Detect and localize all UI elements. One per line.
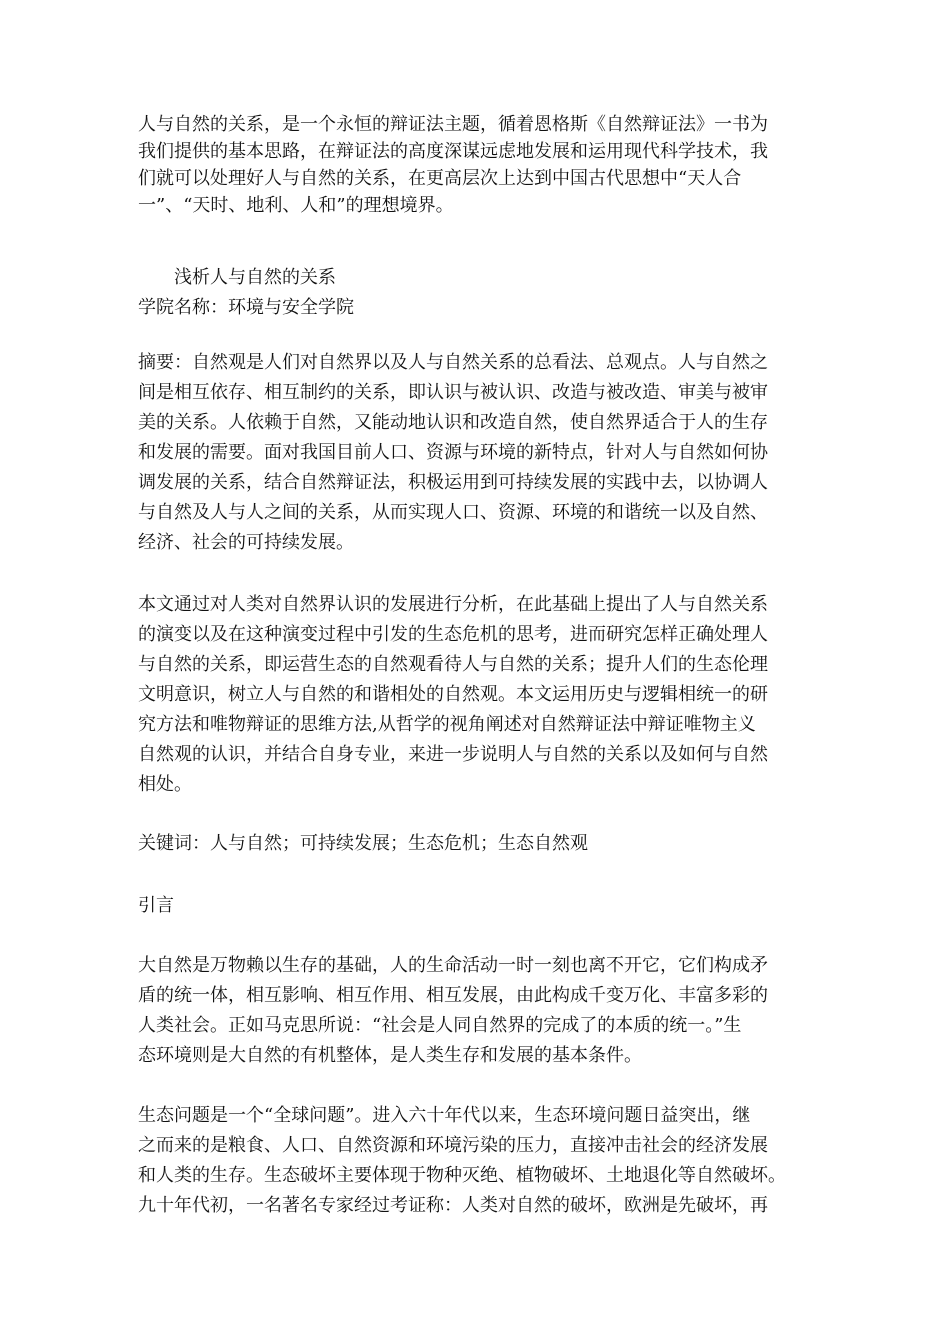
text-line: 生态问题是一个“全球问题”。进入六十年代以来，生态环境问题日益突出，继 [138,1105,751,1126]
text-line: 和人类的生存。生态破坏主要体现于物种灭绝、植物破坏、土地退化等自然破坏。 [138,1165,786,1186]
body-paragraph-1 [138,951,818,1071]
text-line: 们就可以处理好人与自然的关系，在更高层次上达到中国古代思想中“天人合 [138,168,742,189]
text-line: 一”、“天时、地利、人和”的理想境界。 [138,195,454,216]
article-title: 浅析人与自然的关系 [174,267,336,288]
text-line: 自然观的认识，并结合自身专业，来进一步说明人与自然的关系以及如何与自然 [138,744,768,765]
text-line: 态环境则是大自然的有机整体，是人类生存和发展的基本条件。 [138,1045,642,1066]
text-line: 经济、社会的可持续发展。 [138,532,354,553]
text-line: 摘要：自然观是人们对自然界以及人与自然关系的总看法、总观点。人与自然之 [138,352,768,373]
text-line: 间是相互依存、相互制约的关系，即认识与被认识、改造与被改造、审美与被审 [138,382,768,403]
text-line: 人类社会。正如马克思所说：“社会是人同自然界的完成了的本质的统一。”生 [138,1015,742,1036]
text-line: 究方法和唯物辩证的思维方法,从哲学的视角阐述对自然辩证法中辩证唯物主义 [138,714,756,735]
text-line: 的演变以及在这种演变过程中引发的生态危机的思考，进而研究怎样正确处理人 [138,624,768,645]
body-paragraph-2 [138,1101,818,1221]
college-name: 学院名称：环境与安全学院 [138,297,354,318]
text-line: 之而来的是粮食、人口、自然资源和环境污染的压力，直接冲击社会的经济发展 [138,1135,768,1156]
summary-paragraph [138,590,818,800]
text-line: 文明意识，树立人与自然的和谐相处的自然观。本文运用历史与逻辑相统一的研 [138,684,768,705]
text-line: 相处。 [138,774,192,795]
text-line: 我们提供的基本思路，在辩证法的高度深谋远虑地发展和运用现代科学技术，我 [138,141,768,162]
text-line: 与自然及人与人之间的关系，从而实现人口、资源、环境的和谐统一以及自然、 [138,502,768,523]
text-line: 和发展的需要。面对我国目前人口、资源与环境的新特点，针对人与自然如何协 [138,442,768,463]
text-line: 人与自然的关系，是一个永恒的辩证法主题，循着恩格斯《自然辩证法》一书为 [138,114,768,135]
text-line: 美的关系。人依赖于自然，又能动地认识和改造自然，使自然界适合于人的生存 [138,412,768,433]
text-line: 大自然是万物赖以生存的基础，人的生命活动一时一刻也离不开它，它们构成矛 [138,955,768,976]
text-line: 与自然的关系，即运营生态的自然观看待人与自然的关系；提升人们的生态伦理 [138,654,768,675]
abstract-paragraph [138,348,818,558]
intro-heading: 引言 [138,895,174,916]
keywords-line: 关键词：人与自然；可持续发展；生态危机；生态自然观 [138,833,588,854]
text-line: 九十年代初，一名著名专家经过考证称：人类对自然的破坏，欧洲是先破坏，再 [138,1195,768,1216]
text-line: 本文通过对人类对自然界认识的发展进行分析，在此基础上提出了人与自然关系 [138,594,768,615]
intro-paragraph [138,111,818,219]
text-line: 调发展的关系，结合自然辩证法，积极运用到可持续发展的实践中去，以协调人 [138,472,768,493]
text-line: 盾的统一体，相互影响、相互作用、相互发展，由此构成千变万化、丰富多彩的 [138,985,768,1006]
